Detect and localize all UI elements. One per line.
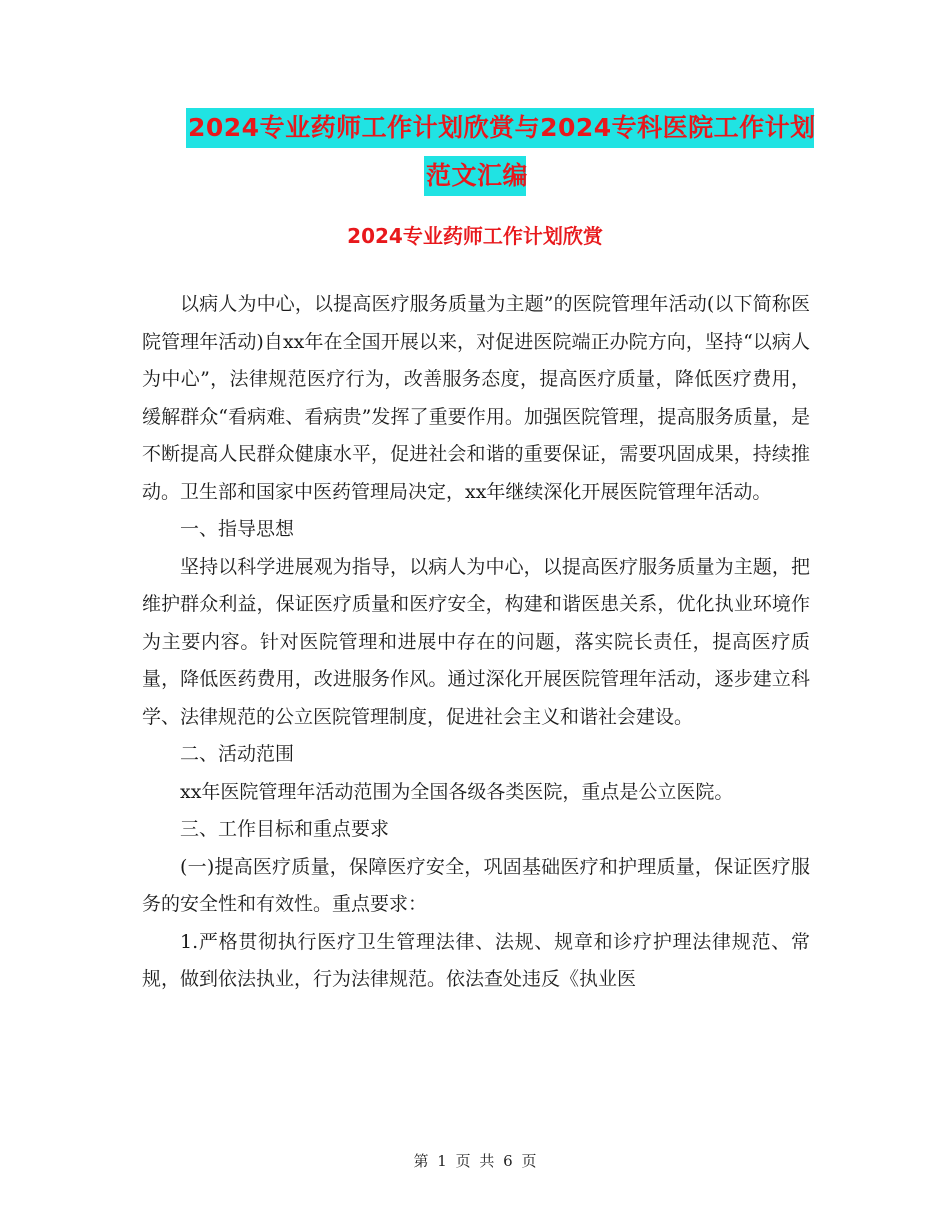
document-body	[142, 286, 810, 999]
heading-guiding-ideology: 一、指导思想	[180, 518, 295, 540]
paragraph-activity-scope: xx年医院管理年活动范围为全国各级各类医院，重点是公立医院。	[180, 780, 734, 803]
section-subtitle: 2024专业药师工作计划欣赏	[347, 224, 603, 248]
paragraph-guiding-ideology: 坚持以科学进展观为指导，以病人为中心，以提高医疗服务质量为主题，把维护群众利益，保证医疗质量和医疗安全，构建和谐医患关系，优化执业环境作为主要内容。针对医院管理和进展中存在的问题，落实院长责任，提高医疗质量，降低医药费用，改进服务作风。通过深化开展医院管理年活动，逐步建立科学、法律规范的公立医院管理制度，促进社会主义和谐社会建设。	[142, 555, 810, 728]
title-line-2: 范文汇编	[424, 156, 526, 196]
paragraph-intro: 以病人为中心，以提高医疗服务质量为主题”的医院管理年活动(以下简称医院管理年活动)自xx年在全国开展以来，对促进医院端正办院方向，坚持“以病人为中心”，法律规范医疗行为，改善服务态度，提高医疗质量，降低医疗费用，缓解群众“看病难、看病贵”发挥了重要作用。加强医院管理，提高服务质量，是不断提高人民群众健康水平，促进社会和谐的重要保证，需要巩固成果，持续推动。卫生部和国家中医药管理局决定，xx年继续深化开展医院管理年活动。	[142, 293, 810, 503]
paragraph-requirement-1: 1.严格贯彻执行医疗卫生管理法律、法规、规章和诊疗护理法律规范、常规，做到依法执业，行为法律规范。依法查处违反《执业医	[142, 930, 810, 990]
heading-activity-scope: 二、活动范围	[180, 743, 295, 765]
title-line-1: 2024专业药师工作计划欣赏与2024专科医院工作计划	[186, 108, 814, 148]
page-footer: 第 1 页 共 6 页	[413, 1152, 537, 1170]
paragraph-goal-1: (一)提高医疗质量，保障医疗安全，巩固基础医疗和护理质量，保证医疗服务的安全性和有效性。重点要求：	[142, 855, 810, 915]
heading-work-goals: 三、工作目标和重点要求	[180, 818, 390, 840]
